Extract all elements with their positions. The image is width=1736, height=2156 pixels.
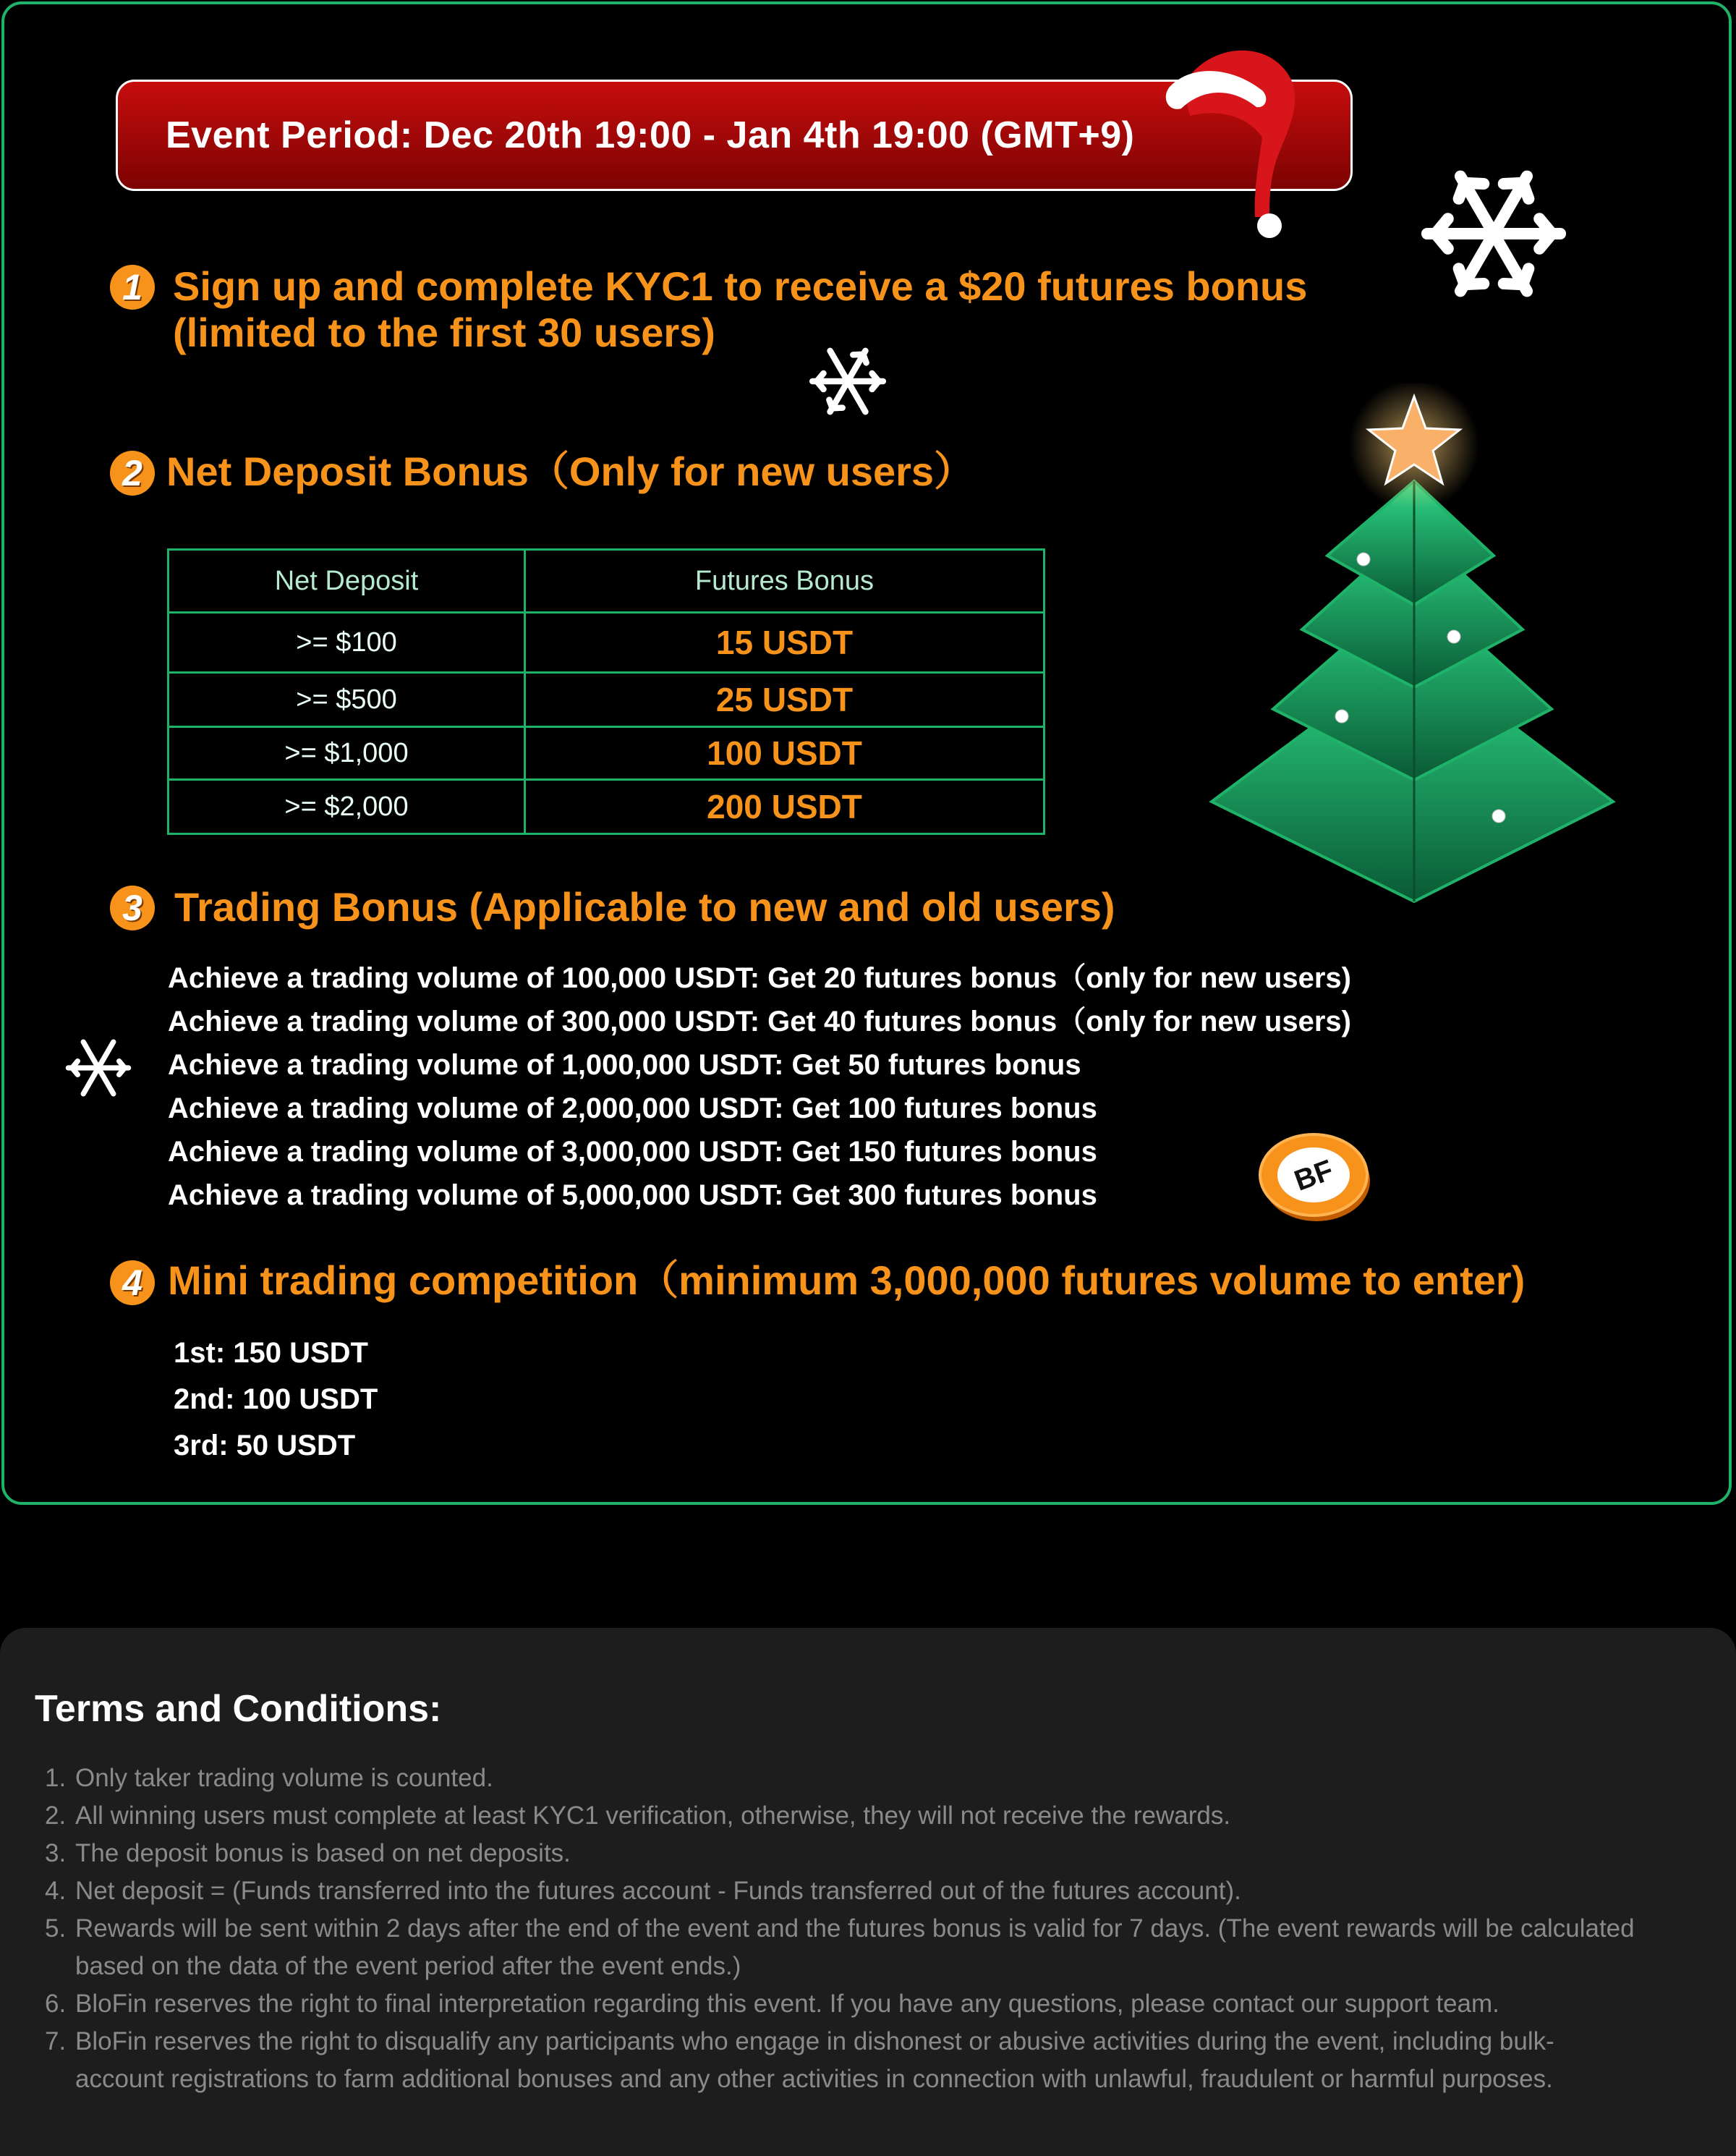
terms-item — [45, 2023, 1701, 2060]
terms-item-number: 2. — [45, 1801, 67, 1830]
trading-bonus-tier: Achieve a trading volume of 1,000,000 USDT: Get 50 futures bonus — [168, 1049, 1081, 1081]
section-title-signup: Sign up and complete KYC1 to receive a $20 futures bonus — [173, 263, 1308, 309]
futures-bonus-cell: 25 USDT — [525, 673, 1044, 727]
net-deposit-cell: >= $1,000 — [169, 727, 525, 780]
table-header-row — [169, 550, 1044, 613]
terms-item-text: Net deposit = (Funds transferred into the futures account - Funds transferred out of the futures account). — [75, 1877, 1241, 1905]
table-row — [169, 727, 1044, 780]
terms-item-number: 6. — [45, 1990, 67, 2018]
net-deposit-cell: >= $100 — [169, 613, 525, 673]
terms-item — [45, 1985, 1701, 2023]
terms-item-text: based on the data of the event period after the event ends.) — [75, 1952, 741, 1980]
terms-item — [45, 1910, 1701, 1948]
terms-title: Terms and Conditions: — [35, 1688, 442, 1730]
section-title-deposit: Net Deposit Bonus（Only for new users） — [166, 449, 975, 494]
competition-prize: 2nd: 100 USDT — [174, 1383, 378, 1415]
terms-item-number: 1. — [45, 1764, 67, 1792]
terms-item — [45, 1872, 1701, 1910]
table-row — [169, 613, 1044, 673]
table-row — [169, 673, 1044, 727]
svg-text:BF: BF — [1290, 1154, 1337, 1197]
santa-hat-icon — [1161, 36, 1313, 239]
step-number-badge: 2 — [110, 451, 155, 496]
snowflake-icon — [801, 337, 894, 425]
step-number-badge: 1 — [110, 265, 155, 310]
step-number-badge: 3 — [110, 886, 155, 930]
section-title-signup-limit: (limited to the first 30 users) — [173, 310, 715, 355]
deposit-bonus-table — [167, 548, 1045, 835]
terms-item-number: 3. — [45, 1839, 67, 1867]
terms-item-continued — [45, 2060, 1701, 2098]
terms-item-number: 4. — [45, 1877, 67, 1905]
snowflake-icon — [58, 1030, 139, 1105]
terms-item-number: 5. — [45, 1914, 67, 1943]
terms-item — [45, 1797, 1701, 1835]
competition-prize: 3rd: 50 USDT — [174, 1430, 356, 1461]
snowflake-icon — [1400, 150, 1588, 317]
terms-item — [45, 1835, 1701, 1872]
trading-bonus-tier: Achieve a trading volume of 300,000 USDT: Get 40 futures bonus（only for new users) — [168, 1006, 1351, 1037]
coin-icon — [1257, 1130, 1373, 1224]
terms-item-text: The deposit bonus is based on net deposits. — [75, 1839, 571, 1867]
terms-item — [45, 1760, 1701, 1797]
futures-bonus-cell: 200 USDT — [525, 780, 1044, 834]
terms-item-text: BloFin reserves the right to final interpretation regarding this event. If you have any questions, please contact our support team. — [75, 1990, 1499, 2018]
terms-item-text: Rewards will be sent within 2 days after the end of the event and the futures bonus is valid for 7 days. (The event rewards will be calculated — [75, 1914, 1635, 1943]
terms-item-text: Only taker trading volume is counted. — [75, 1764, 493, 1792]
section-title-trading: Trading Bonus (Applicable to new and old users) — [174, 884, 1115, 930]
futures-bonus-cell: 100 USDT — [525, 727, 1044, 780]
column-header: Net Deposit — [169, 550, 525, 613]
terms-item-text: All winning users must complete at least KYC1 verification, otherwise, they will not receive the rewards. — [75, 1801, 1231, 1830]
column-header: Futures Bonus — [525, 550, 1044, 613]
competition-prize: 1st: 150 USDT — [174, 1337, 368, 1369]
christmas-tree-icon — [1201, 383, 1628, 912]
event-period-text: Event Period: Dec 20th 19:00 - Jan 4th 19:00 (GMT+9) — [166, 114, 1135, 156]
section-title-competition: Mini trading competition（minimum 3,000,000 futures volume to enter) — [168, 1257, 1526, 1303]
terms-item-text: account registrations to farm additional bonuses and any other activities in connection with unlawful, fraudulent or harmful purposes. — [75, 2065, 1553, 2093]
table-row — [169, 780, 1044, 834]
step-number-badge: 4 — [110, 1260, 155, 1305]
trading-bonus-tier: Achieve a trading volume of 100,000 USDT: Get 20 futures bonus（only for new users) — [168, 962, 1351, 994]
terms-item-text: BloFin reserves the right to disqualify any participants who engage in dishonest or abusive activities during the event, including bulk- — [75, 2027, 1554, 2055]
futures-bonus-cell: 15 USDT — [525, 613, 1044, 673]
net-deposit-cell: >= $500 — [169, 673, 525, 727]
trading-bonus-tier: Achieve a trading volume of 2,000,000 USDT: Get 100 futures bonus — [168, 1092, 1097, 1124]
trading-bonus-tier: Achieve a trading volume of 5,000,000 USDT: Get 300 futures bonus — [168, 1179, 1097, 1211]
terms-item-continued — [45, 1948, 1701, 1985]
trading-bonus-tier: Achieve a trading volume of 3,000,000 USDT: Get 150 futures bonus — [168, 1136, 1097, 1168]
terms-item-number: 7. — [45, 2027, 67, 2055]
net-deposit-cell: >= $2,000 — [169, 780, 525, 834]
